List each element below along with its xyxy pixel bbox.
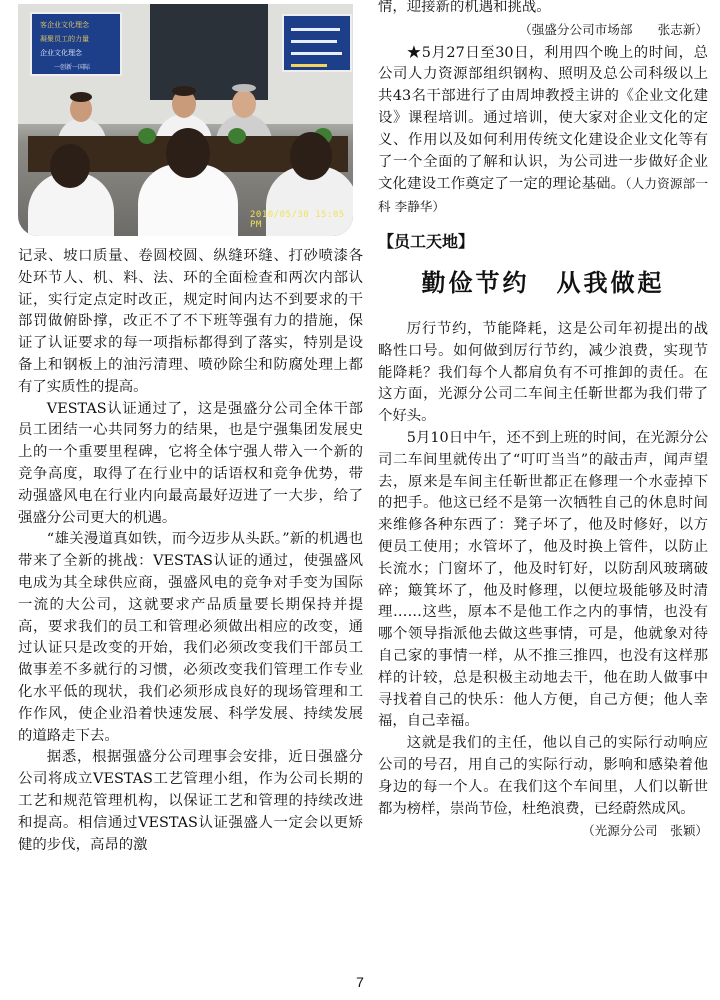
article-headline: 勤俭节约 从我做起 bbox=[421, 268, 665, 297]
page-number: 7 bbox=[356, 974, 364, 990]
paragraph: 厉行节约，节能降耗，这是公司年初提出的战略性口号。如何做到厉行节约，减少浪费，实现节能降耗？我们每个人都肩负有不可推卸的责任。在这方面，光源分公司二车间主任靳世都为我们带了个好头。 bbox=[378, 320, 708, 425]
news-item-signature: （人力资源部一科 李静华） bbox=[378, 176, 708, 215]
section-tag: 【员工天地】 bbox=[378, 231, 475, 251]
continued-text: 情，迎接新的机遇和挑战。 bbox=[378, 0, 551, 15]
left-column bbox=[18, 0, 363, 856]
article-signature: （光源分公司 张颖） bbox=[582, 823, 708, 839]
news-item bbox=[378, 43, 708, 219]
paragraph: 记录、坡口质量、卷圆校圆、纵缝环缝、打砂喷漆各处环节人、机、料、法、环的全面检查和两次内部认证，实行定点定时改正，规定时间内达不到要求的干部罚做俯卧撑，改正不了不下班等强有力的措施，保证了认证要求的每一项指标都得到了落实，特别是设备上和钢板上的油污清理、喷砂除尘和防腐处理上都有了实质性的提高。 bbox=[18, 248, 363, 395]
meeting-photo bbox=[18, 4, 353, 236]
paragraph: 5月10日中午，还不到上班的时间，在光源分公司二车间里就传出了“叮叮当当”的敲击声，闻声望去，原来是车间主任靳世都正在修理一个水壶掉下的把手。他这已经不是第一次牺牲自己的休息时间来维修各种东西了：凳子坏了，他及时修好，以方便员工使用；水管坏了，他及时换上管件，以防止长流水；门窗坏了，他及时钉好，以防刮风玻璃破碎；簸箕坏了，他及时修理，以便垃圾能够及时清理……这些，原本不是他工作之内的事情，也没有哪个领导指派他去做这些事情，可是，他就象对待自己家的事情一样，从不推三推四，也没有这样那样的计较，总是积极主动地去干，他在助人做事中寻找着自己的快乐：他人方便，自己方便；他人幸福，自己幸福。 bbox=[378, 429, 708, 730]
projector-screen-left: 客企业文化理念 凝聚员工的力量 企业文化理念 一创新一国际 bbox=[30, 12, 122, 76]
right-column bbox=[378, 0, 708, 842]
paragraph: VESTAS认证通过了，这是强盛分公司全体干部员工团结一心共同努力的结果，也是宁强集团发展史上的一个重要里程碑，它将全体宁强人带入一个新的竞争高度，取得了在行业中的话语权和竞争优势，带动强盛风电在行业内向最高最好迈进了一大步，给了强盛分公司更大的机遇。 bbox=[18, 400, 363, 526]
news-item-text: ★5月27日至30日，利用四个晚上的时间，总公司人力资源部组织钢构、照明及总公司科级以上共43名干部进行了由周坤教授主讲的《企业文化建设》课程培训。通过培训，使大家对企业文化的定义、作用以及如何利用传统文化建设企业文化等有了一个全面的了解和认识，为公司进一步做好企业文化建设工作奠定了一定的理论基础。 bbox=[378, 44, 708, 193]
projector-screen-right bbox=[282, 14, 352, 72]
byline: （强盛分公司市场部 张志新） bbox=[519, 21, 708, 37]
paragraph: 据悉，根据强盛分公司理事会安排，近日强盛分公司将成立VESTAS工艺管理小组，作为公司长期的工艺和规范管理机构，以保证工艺和管理的持续改进和提高。相信通过VESTAS认证强盛人一定会以更矫健的步伐，高昂的激 bbox=[18, 749, 363, 853]
paragraph: 这就是我们的主任，他以自己的实际行动响应公司的号召，用自己的实际行动，影响和感染着他身边的每一个人。在我们这个车间里，人们以靳世都为榜样，崇尚节俭，杜绝浪费，已经蔚然成风。 bbox=[378, 735, 708, 817]
paragraph: “雄关漫道真如铁，而今迈步从头跃。”新的机遇也带来了全新的挑战：VESTAS认证的通过，使强盛风电成为其全球供应商，强盛风电的竞争对手变为国际一流的大公司，这就要求产品质量要长期保持并提高，要求我们的员工和管理必须做出相应的改变，通过认证只是改变的开始，我们必须改变我们干部员工做事差不多就行的习惯，必须改变我们管理工作专业化水平低的现状，我们必须形成良好的现场管理和工作作风，使企业沿着快速发展、科学发展、持续发展的道路走下去。 bbox=[18, 531, 363, 744]
photo-timestamp: 2010/05/30 15:05 PM bbox=[250, 210, 345, 230]
